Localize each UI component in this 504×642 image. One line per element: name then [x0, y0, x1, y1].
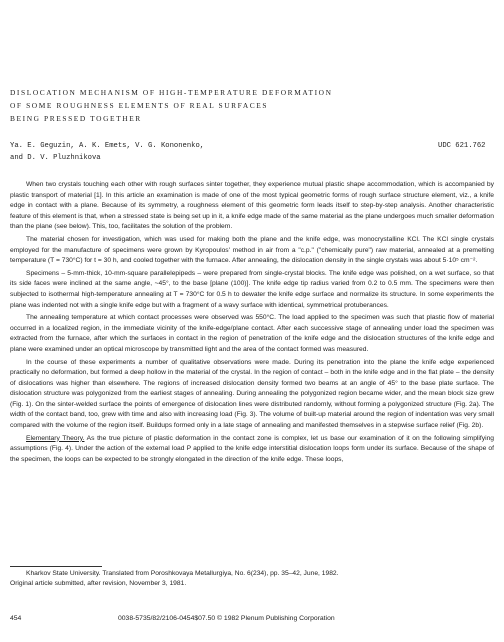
authors-line-1: Ya. E. Geguzin, A. K. Emets, V. G. Kononenko, — [10, 142, 205, 150]
paragraph-4: The annealing temperature at which contact processes were observed was 550°C. The load applied to the specimen was such that plastic flow of material occurred in a localized region, in the immediate vicinity of the knife-edge/plane contact. After each successive stage of annealing under load the specimen was extracted from the furnace, after which the surfaces in contact in the region of penetration of the knife edge and the dislocation structures of the knife edge and plane were examined under an optical microscope by transmitted light and the area of the contact formed was measured. — [10, 314, 494, 353]
issn-copyright: 0038-5735/82/2106-0454$07.50 © 1982 Plenum Publishing Corporation — [118, 615, 335, 622]
title-line-3: BEING PRESSED TOGETHER — [10, 114, 142, 123]
article-title — [10, 86, 430, 125]
paragraph-2: The material chosen for investigation, which was used for making both the plane and the knife edge, was monocrystalline KCl. The KCl single crystals employed for the manufacture of specimens were grown by Kyropoulos' method in air from a "c.p." ("chemically pure") raw material, annealed at a premelting temperature (T = 730°C) for t = 30 h, and cooled together with the furnace. After annealing, the dislocation density in the single crystals was about 5·10⁵ cm⁻². — [10, 235, 494, 265]
paragraph-1: When two crystals touching each other with rough surfaces sinter together, they experience mutual plastic shape accommodation, which is accompanied by plastic transport of material [1]. In this article an examination is made of one of the most typical geometric forms of rough surface structure element, viz., a knife edge in contact with a plane. Because of its symmetry, a roughness element of this geometric form leads itself to step-by-step analysis. Another characteristic feature of this element is that, when a stressed state is being set up in it, a knife edge made of the same material as the plane undergoes much smaller deformation than the plane (see below). This, too, facilitates the solution of the problem. — [10, 181, 494, 231]
title-line-1: DISLOCATION MECHANISM OF HIGH-TEMPERATURE DEFORMATION — [10, 88, 333, 97]
footnote-line-2: Original article submitted, after revision, November 3, 1981. — [10, 580, 187, 588]
author-list — [10, 140, 350, 164]
section-heading-elementary-theory: Elementary Theory. — [26, 434, 85, 442]
paragraph-5: In the course of these experiments a number of qualitative observations were made. During its penetration into the plane the knife edge experienced practically no deformation, but formed a deep hollow in the material of the crystal. In the region of contact – both in the knife edge and in the flat plate – the density of dislocations was higher than elsewhere. The regions of increased dislocation density formed two beams at an angle of 45° to the base plate surface. The dislocation structure was polygonized from the earliest stages of annealing. During annealing the polygonized region became wider, and the mean block size grew (Fig. 1). On the sinter-welded surface the points of emergence of dislocation lines were distributed randomly, without forming a polygonized structure (Fig. 2a). The width of the contact band, too, grew with time and also with increasing load (Fig. 3). The volume of built-up material around the region of indentation was very small compared with the volume of the region itself. Buildups formed only in a late stage of annealing and manifested themselves in a stepwise surface relief (Fig. 2b). — [10, 358, 494, 430]
paragraph-6-text: As the true picture of plastic deformation in the contact zone is complex, let us base our examination of it on the following simplifying assumptions (Fig. 4). Under the action of the external load P applied to the knife edge interstitial dislocation loops form under its surface. Because of the shape of the specimen, the loops can be expected to be strongly elongated in the direction of the knife edge. These loops, — [10, 434, 495, 463]
footnote-line-1: Kharkov State University. Translated from Poroshkovaya Metallurgiya, No. 6(234), pp. 35–42, June, 1982. — [26, 570, 339, 577]
paragraph-6 — [10, 434, 494, 466]
article-body — [10, 180, 494, 466]
page-number: 454 — [10, 615, 22, 622]
footnote-separator — [10, 566, 102, 567]
title-line-2: OF SOME ROUGHNESS ELEMENTS OF REAL SURFACES — [10, 101, 269, 110]
authors-line-2: and D. V. Pluzhnikova — [10, 154, 101, 162]
footnote — [10, 569, 494, 590]
page-footer — [10, 615, 494, 627]
udc-code: UDC 621.762 — [438, 142, 486, 150]
paragraph-3: Specimens – 5-mm-thick, 10-mm-square parallelepipeds – were prepared from single-crystal blocks. The knife edge was polished, on a wet surface, so that its side faces were inclined at the same angle, ~45°, to the base [plane (100)]. The knife edge tip radius varied from 0.2 to 0.5 mm. The specimens were then subjected to isothermal high-temperature annealing at T = 730°C for 0.5 h to dewater the knife edge surface and normalize its structure. In some experiments the plane was indented not with a single knife edge but with a fragment of a wavy surface with identical, symmetrical protuberances. — [10, 269, 494, 309]
